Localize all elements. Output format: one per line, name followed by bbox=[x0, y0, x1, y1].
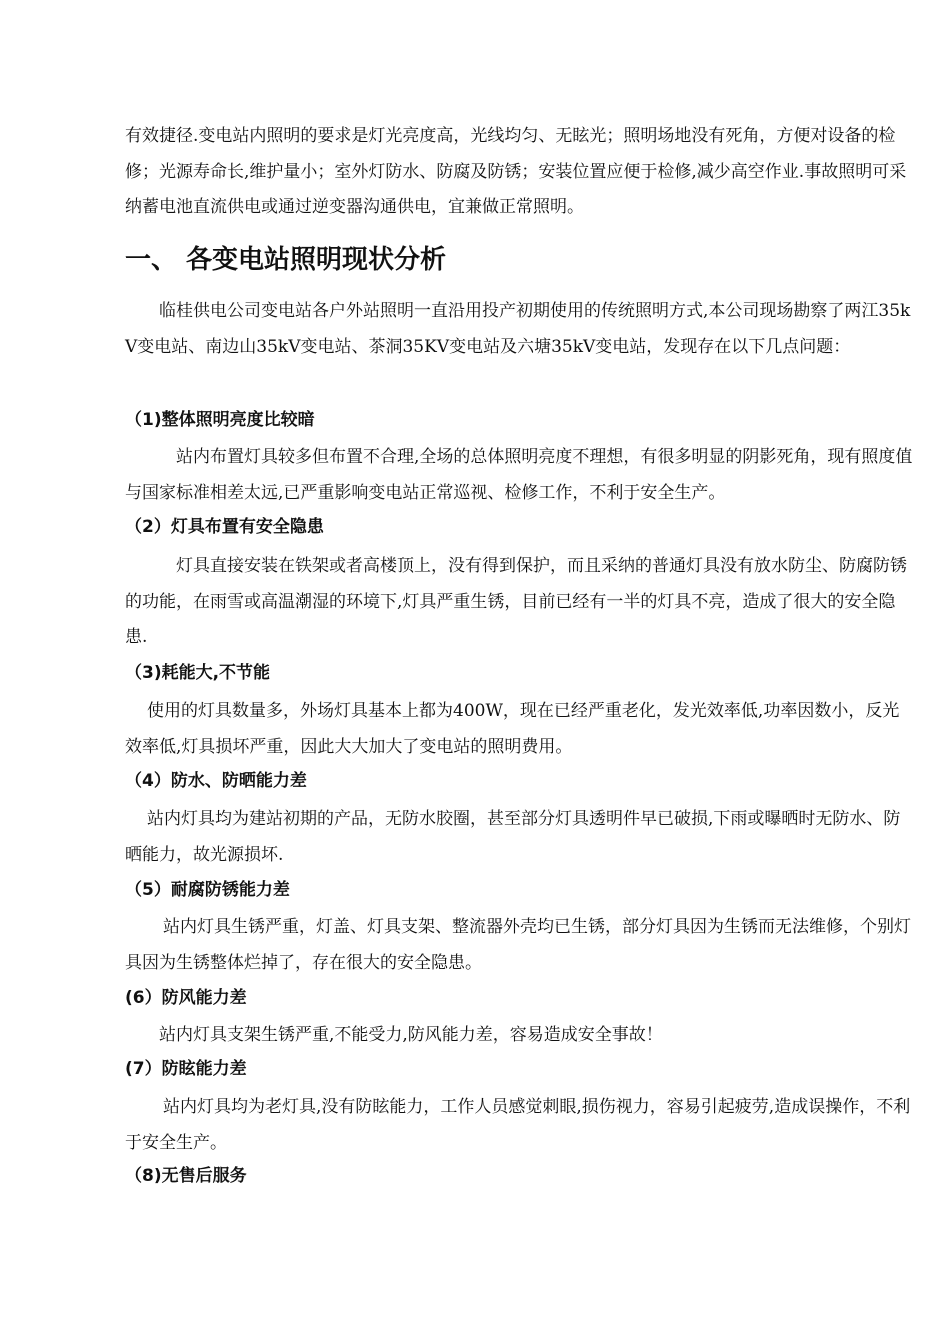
section-heading: 一、 各变电站照明现状分析 bbox=[125, 245, 447, 275]
item-heading-2: （2）灯具布置有安全隐患 bbox=[125, 517, 324, 537]
item-heading-7: (7）防眩能力差 bbox=[125, 1059, 247, 1079]
item-text-3: 使用的灯具数量多，外场灯具基本上都为400W，现在已经严重老化，发光效率低,功率因数小，反光效率低,灯具损坏严重，因此大大加大了变电站的照明费用。 bbox=[125, 701, 900, 757]
item-text-6: 站内灯具支架生锈严重,不能受力,防风能力差，容易造成安全事故！ bbox=[159, 1025, 663, 1045]
section-paragraph: 临桂供电公司变电站各户外站照明一直沿用投产初期使用的传统照明方式,本公司现场勘察了两江35kV变电站、南边山35kV变电站、茶洞35KV变电站及六塘35kV变电站，发现存在以下几点问题： bbox=[125, 301, 911, 357]
item-text-5: 站内灯具生锈严重，灯盖、灯具支架、整流器外壳均已生锈，部分灯具因为生锈而无法维修，个别灯具因为生锈整体烂掉了，存在很大的安全隐患。 bbox=[125, 917, 911, 973]
item-heading-3: （3)耗能大,不节能 bbox=[125, 663, 271, 683]
item-text-4: 站内灯具均为建站初期的产品，无防水胶圈，甚至部分灯具透明件早已破损,下雨或曝晒时无防水、防晒能力，故光源损坏. bbox=[125, 809, 901, 865]
item-text-7: 站内灯具均为老灯具,没有防眩能力，工作人员感觉刺眼,损伤视力，容易引起疲劳,造成误操作，不利于安全生产。 bbox=[125, 1097, 911, 1153]
item-heading-6: (6）防风能力差 bbox=[125, 988, 247, 1008]
item-heading-1: （1)整体照明亮度比较暗 bbox=[125, 410, 315, 430]
item-text-2: 灯具直接安装在铁架或者高楼顶上，没有得到保护，而且采纳的普通灯具没有放水防尘、防腐防锈的功能，在雨雪或高温潮湿的环境下,灯具严重生锈，目前已经有一半的灯具不亮，造成了很大的安全隐患. bbox=[125, 556, 907, 647]
item-heading-4: （4）防水、防晒能力差 bbox=[125, 771, 307, 791]
item-heading-5: （5）耐腐防锈能力差 bbox=[125, 880, 290, 900]
intro-paragraph: 有效捷径.变电站内照明的要求是灯光亮度高，光线均匀、无眩光；照明场地没有死角，方便对设备的检修；光源寿命长,维护量小；室外灯防水、防腐及防锈；安装位置应便于检修,减少高空作业.事故照明可采纳蓄电池直流供电或通过逆变器沟通供电，宜兼做正常照明。 bbox=[125, 126, 907, 217]
item-text-1: 站内布置灯具较多但布置不合理,全场的总体照明亮度不理想，有很多明显的阴影死角，现有照度值与国家标准相差太远,已严重影响变电站正常巡视、检修工作，不利于安全生产。 bbox=[125, 447, 913, 503]
item-heading-8: （8)无售后服务 bbox=[125, 1166, 247, 1186]
